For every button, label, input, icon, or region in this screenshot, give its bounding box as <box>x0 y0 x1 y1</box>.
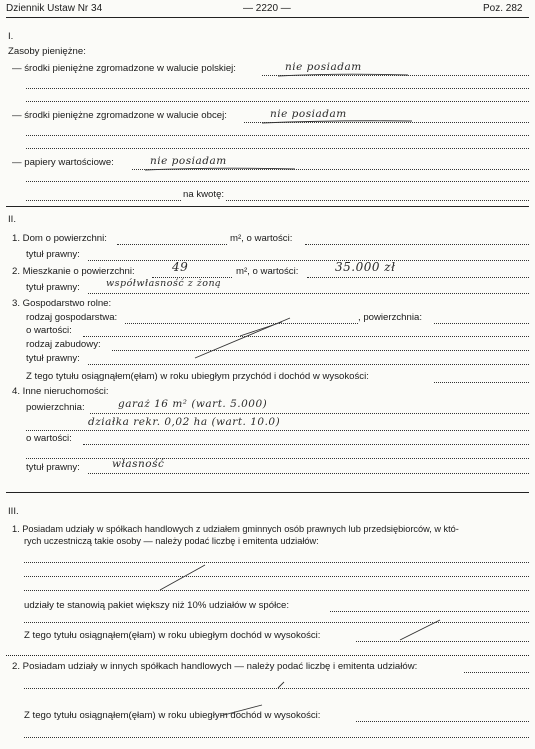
farm-label: 3. Gospodarstwo rolne: <box>12 298 112 309</box>
farm-type-label: rodzaj gospodarstwa: <box>26 312 118 323</box>
cash-pln-value: nie posiadam <box>285 61 362 73</box>
securities-label: — papiery wartościowe: <box>12 157 114 168</box>
cash-pln-label: — środki pieniężne zgromadzone w walucie polskiej: <box>12 63 236 74</box>
cash-fx-value: nie posiadam <box>270 108 347 120</box>
other-area-value-1: garaż 16 m² (wart. 5.000) <box>118 398 268 410</box>
position-number: Poz. 282 <box>483 3 523 14</box>
section-1-title: Zasoby pieniężne: <box>8 46 86 57</box>
farm-build-label: rodzaj zabudowy: <box>26 339 101 350</box>
pen-mark <box>278 682 284 688</box>
house-title-label: tytuł prawny: <box>26 249 80 260</box>
other-title-value: własność <box>112 458 165 470</box>
pen-strike <box>400 620 440 640</box>
flat-label: 2. Mieszkanie o powierzchni: <box>12 266 135 277</box>
section-1-number: I. <box>8 31 14 42</box>
page-number: — 2220 — <box>243 3 291 14</box>
pen-strike <box>160 565 205 590</box>
pen-underline <box>262 121 412 123</box>
pen-strike <box>240 322 282 336</box>
other-property-label: 4. Inne nieruchomości: <box>12 386 109 397</box>
flat-title-value: współwłasność z żoną <box>106 278 222 289</box>
pen-underline <box>145 168 295 170</box>
flat-title-label: tytuł prawny: <box>26 282 80 293</box>
other-value-label: o wartości: <box>26 433 72 444</box>
pen-underline <box>278 74 408 76</box>
shares-other-income-label: Z tego tytułu osiągnąłem(ęłam) w roku ubiegłym dochód w wysokości: <box>24 710 321 721</box>
shares-municipal-label-2: rych uczestniczą takie osoby — należy podać liczbę i emitenta udziałów: <box>24 536 319 546</box>
flat-value-label: m², o wartości: <box>236 266 299 277</box>
other-title-label: tytuł prawny: <box>26 462 80 473</box>
pen-strike <box>220 705 262 716</box>
section-2-number: II. <box>8 214 16 225</box>
securities-amount-label: na kwotę: <box>183 189 225 200</box>
flat-value-value: 35.000 zł <box>335 260 396 274</box>
farm-value-label: o wartości: <box>26 325 72 336</box>
other-area-label: powierzchnia: <box>26 402 85 413</box>
flat-area-value: 49 <box>172 260 189 274</box>
cash-fx-label: — środki pieniężne zgromadzone w walucie obcej: <box>12 110 227 121</box>
shares-municipal-label-1: 1. Posiadam udziały w spółkach handlowych z udziałem gminnych osób prawnych lub przedsiębiorców, w któ- <box>12 524 459 534</box>
journal-title: Dziennik Ustaw Nr 34 <box>6 3 103 14</box>
farm-income-label: Z tego tytułu osiągnąłem(ęłam) w roku ubiegłym przychód i dochód w wysokości: <box>26 371 369 382</box>
house-value-label: m², o wartości: <box>230 233 293 244</box>
house-label: 1. Dom o powierzchni: <box>12 233 107 244</box>
shares-package-label: udziały te stanowią pakiet większy niż 10% udziałów w spółce: <box>24 600 290 611</box>
shares-other-label: 2. Posiadam udziały w innych spółkach handlowych — należy podać liczbę i emitenta udziałów: <box>12 661 418 672</box>
shares-municipal-income-label: Z tego tytułu osiągnąłem(ęłam) w roku ubiegłym dochód w wysokości: <box>24 630 321 641</box>
section-3-number: III. <box>8 506 19 517</box>
securities-value: nie posiadam <box>150 155 227 167</box>
other-area-value-2: działka rekr. 0,02 ha (wart. 10.0) <box>88 416 281 428</box>
farm-title-label: tytuł prawny: <box>26 353 80 364</box>
farm-area-label: , powierzchnia: <box>358 312 422 323</box>
